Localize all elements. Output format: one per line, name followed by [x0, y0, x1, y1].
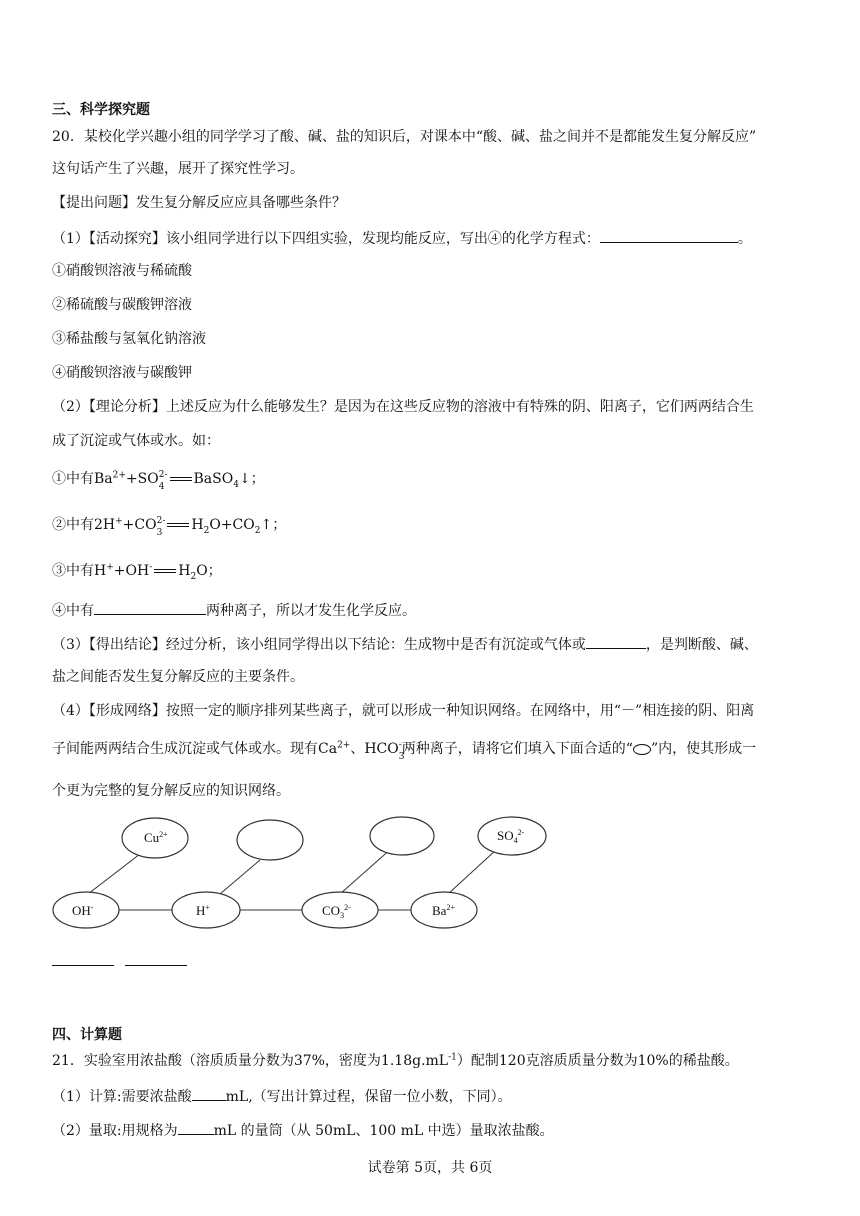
eq3-ion2: +OH — [113, 563, 150, 579]
part4-text-d: ”内，使其形成一 — [650, 741, 757, 757]
eq3-prefix: ③中有 — [52, 563, 94, 579]
q20-part1-answer-blank[interactable] — [600, 228, 738, 243]
q21-part1-text-b: mL,（写出计算过程，保留一位小数，下同）。 — [225, 1089, 512, 1105]
part4-text-a: 子间能两两结合生成沉淀或气体或水。现有Ca — [52, 741, 338, 757]
q20-part4-line3: 个更为完整的复分解反应的知识网络。 — [52, 783, 290, 799]
eq1-ion2-charge: 2- — [158, 470, 168, 480]
eq4-suffix: 两种离子，所以才发生化学反应。 — [206, 603, 416, 619]
experiment-3: ③稀盐酸与氢氧化钠溶液 — [52, 331, 206, 347]
q20-part3-text-a: （3）【得出结论】经过分析，该小组同学得出以下结论：生成物中是否有沉淀或气体或 — [52, 637, 586, 653]
eq1-equals-sign — [170, 477, 192, 481]
eq2-prefix: ②中有 — [52, 517, 94, 533]
eq3-product: H — [178, 563, 191, 579]
q20-part1 — [52, 228, 752, 248]
q20-intro-line1: 20．某校化学兴趣小组的同学学习了酸、碱、盐的知识后，对课本中“酸、碱、盐之间并不是都能发生复分解反应” — [52, 129, 757, 145]
eq1-ion2-sub: 4 — [158, 482, 165, 492]
part4-hco3-sub: 3 — [398, 752, 405, 762]
q21-part1-answer-blank[interactable] — [192, 1086, 226, 1101]
q20-intro-line2: 这句话产生了兴趣，展开了探究性学习。 — [52, 161, 304, 177]
answer-blank-2[interactable] — [125, 965, 187, 966]
q20-part2-line1: （2）【理论分析】上述反应为什么能够发生？是因为在这些反应物的溶液中有特殊的阴、阳离子，它们两两结合生 — [52, 399, 754, 415]
link-oh-cu — [88, 854, 140, 894]
eq3-equals-sign — [154, 569, 176, 573]
ionic-equation-1 — [52, 470, 265, 490]
eq3-ion2-charge: - — [149, 562, 153, 573]
eq3-product-rest: O — [196, 563, 208, 579]
eq2-product1: H — [191, 517, 204, 533]
ion-network-diagram — [40, 812, 580, 932]
q21-part2-answer-blank[interactable] — [178, 1120, 214, 1135]
page-footer: 试卷第 5页，共 6页 — [367, 1160, 493, 1176]
eq1-ion2: +SO — [125, 471, 159, 487]
link-co3-blank2 — [340, 848, 392, 894]
link-ba-so4 — [448, 850, 496, 894]
eq3-product-sub: 2 — [190, 571, 197, 582]
eq2-suffix: ↑； — [260, 517, 287, 533]
eq3-ion1: H — [94, 563, 107, 579]
node-co3-label: $CO_3^{2-}$ — [322, 903, 351, 920]
q20-question: 【提出问题】发生复分解反应应具备哪些条件？ — [52, 195, 346, 211]
eq2-product2: O+CO — [209, 517, 255, 533]
q20-part3-answer-blank[interactable] — [586, 634, 646, 649]
eq1-ion2-scripts — [159, 470, 168, 490]
part4-hco3-charge: - — [398, 740, 402, 750]
node-blank1-circle[interactable] — [237, 820, 303, 860]
eq2-product2-sub: 2 — [254, 525, 261, 536]
experiment-4: ④硝酸钡溶液与碳酸钾 — [52, 365, 192, 381]
eq2-product1-sub: 2 — [203, 525, 210, 536]
link-h-blank1 — [220, 860, 260, 894]
eq2-ion2-charge: 2- — [156, 516, 166, 526]
ionic-equation-3 — [52, 562, 222, 580]
eq1-ion1: Ba — [94, 471, 113, 487]
q20-part3-line1 — [52, 634, 758, 654]
q20-eq4-line — [52, 600, 416, 620]
eq1-prefix: ①中有 — [52, 471, 94, 487]
section-4-title: 四、计算题 — [52, 1027, 122, 1043]
q21-line1 — [52, 1052, 739, 1070]
experiment-1: ①硝酸钡溶液与稀硫酸 — [52, 263, 192, 279]
q21-part2-text-a: （2）量取:用规格为 — [52, 1123, 178, 1139]
q20-part2-line2: 成了沉淀或气体或水。如： — [52, 433, 220, 449]
node-so4-label: $SO_4^{2-}$ — [497, 828, 525, 845]
eq2-ion1: 2H — [94, 517, 116, 533]
oval-placeholder-icon — [633, 744, 651, 755]
part4-text-c: 两种离子，请将它们填入下面合适的“ — [401, 741, 633, 757]
ionic-equation-2 — [52, 516, 286, 536]
q21-part1-text-a: （1）计算:需要浓盐酸 — [52, 1089, 192, 1105]
eq3-suffix: ； — [207, 563, 222, 579]
q20-part1-end: 。 — [737, 231, 752, 247]
node-blank2-circle[interactable] — [370, 817, 434, 855]
eq2-equals-sign — [167, 523, 189, 527]
eq2-ion1-charge: + — [115, 516, 123, 527]
eq2-ion2-scripts — [157, 516, 166, 536]
node-oh-label: OH- — [72, 903, 94, 918]
q20-part1-text: （1）【活动探究】该小组同学进行以下四组实验，发现均能反应，写出④的化学方程式： — [52, 231, 600, 247]
q20-part4-line2 — [52, 740, 756, 760]
eq1-ion1-charge: 2+ — [112, 470, 126, 481]
q21-part1 — [52, 1086, 512, 1106]
q21-part2 — [52, 1120, 554, 1140]
eq4-prefix: ④中有 — [52, 603, 94, 619]
q21-part2-text-b: mL 的量筒（从 50mL、100 mL 中选）量取浓盐酸。 — [213, 1123, 554, 1139]
eq1-suffix: ↓； — [238, 471, 265, 487]
experiment-2: ②稀硫酸与碳酸钾溶液 — [52, 297, 192, 313]
q20-part3-text-b: ，是判断酸、碱、 — [645, 637, 758, 653]
part4-hco3-scripts — [398, 740, 405, 762]
q20-part3-line2: 盐之间能否发生复分解反应的主要条件。 — [52, 669, 304, 685]
eq1-product: BaSO — [193, 471, 234, 487]
eq3-ion1-charge: + — [106, 562, 114, 573]
eq1-product-sub: 4 — [233, 479, 239, 490]
eq2-ion2-sub: 3 — [156, 528, 163, 538]
answer-blank-1[interactable] — [52, 965, 114, 966]
node-ba-label: $Ba^{2+}$ — [432, 903, 455, 918]
node-h-label: H+ — [196, 903, 210, 918]
q21-text-a: 21．实验室用浓盐酸（溶质质量分数为37%，密度为1.18g.mL — [52, 1053, 449, 1069]
q21-text-b: ）配制120克溶质质量分数为10%的稀盐酸。 — [456, 1053, 739, 1069]
node-cu-label: $Cu^{2+}$ — [144, 830, 168, 845]
section-3-title: 三、科学探究题 — [52, 102, 150, 118]
eq2-ion2: +CO — [122, 517, 157, 533]
part4-text-b: 、HCO — [350, 741, 399, 757]
eq4-answer-blank[interactable] — [94, 600, 206, 615]
q21-density-exponent: -1 — [448, 1052, 457, 1063]
q20-part4-line1: （4）【形成网络】按照一定的顺序排列某些离子，就可以形成一种知识网络。在网络中，用“－”相连接的阴、阳离 — [52, 703, 755, 719]
part4-ca-charge: 2+ — [337, 740, 351, 751]
